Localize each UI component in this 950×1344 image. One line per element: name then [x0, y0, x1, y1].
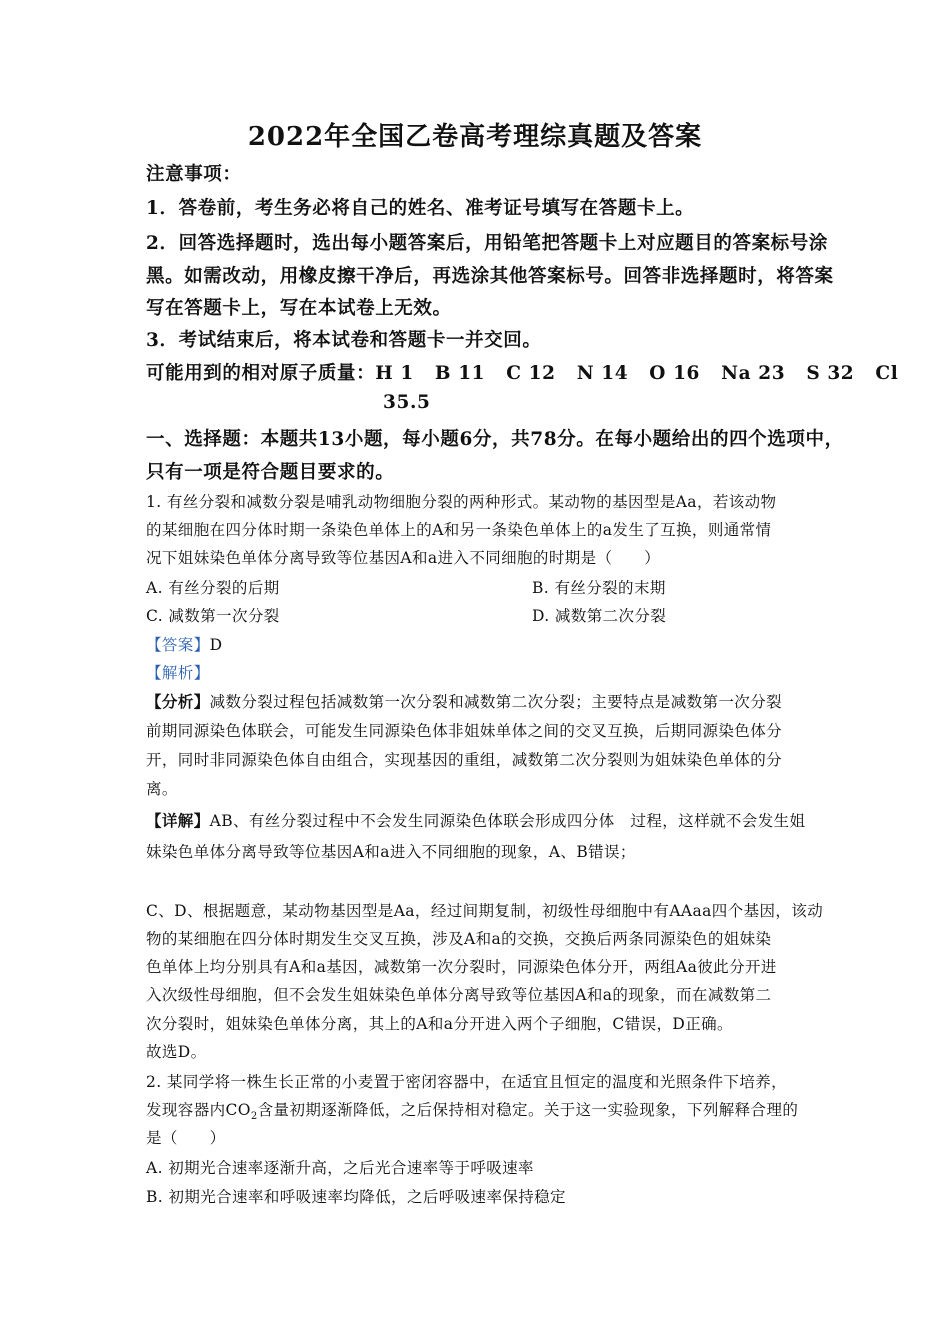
text-line: 开，同时非同源染色体自由组合，实现基因的重组，减数第二次分裂则为姐妹染色单体的分	[146, 751, 783, 769]
question-2-stem: 2. 某同学将一株生长正常的小麦置于密闭容器中，在适宜且恒定的温度和光照条件下培养，	[146, 1073, 788, 1091]
text-line: 入次级性母细胞，但不会发生姐妹染色单体分离导致等位基因A和a的现象，而在减数第二	[146, 986, 772, 1004]
question-1-stem: 况下姐妹染色单体分离导致等位基因A和a进入不同细胞的时期是（ ）	[146, 549, 661, 567]
section-heading: 一、选择题：本题共13小题，每小题6分，共78分。在每小题给出的四个选项中，	[146, 429, 844, 450]
text-line: 次分裂时，姐妹染色单体分离，其上的A和a分开进入两个子细胞，C错误，D正确。	[146, 1015, 733, 1033]
answer-line	[146, 633, 812, 655]
analysis-paragraph	[146, 690, 812, 712]
question-2-stem: 是（ ）	[146, 1129, 226, 1147]
fenxi-tag: 【分析】	[146, 692, 210, 711]
question-1-stem: 的某细胞在四分体时期一条染色单体上的A和另一条染色单体上的a发生了互换，则通常情	[146, 521, 772, 539]
text-line: 减数分裂过程包括减数第一次分裂和减数第二次分裂；主要特点是减数第一次分裂	[209, 693, 783, 711]
text-line: C、D、根据题意，某动物基因型是Aa，经过间期复制，初级性母细胞中有AAaa四个基因，该动	[146, 902, 824, 920]
conclusion-line: 故选D。	[146, 1043, 207, 1061]
option-d: D. 减数第二次分裂	[532, 607, 667, 625]
text-line: 妹染色单体分离导致等位基因A和a进入不同细胞的现象，A、B错误；	[146, 843, 636, 861]
notice-item: 3．考试结束后，将本试卷和答题卡一并交回。	[146, 330, 542, 351]
option-a: A. 初期光合速率逐渐升高，之后光合速率等于呼吸速率	[146, 1159, 534, 1177]
document-title: 2022年全国乙卷高考理综真题及答案	[247, 122, 703, 152]
option-b: B. 初期光合速率和呼吸速率均降低，之后呼吸速率保持稳定	[146, 1188, 566, 1206]
text-line: 离。	[146, 780, 178, 798]
option-c: C. 减数第一次分裂	[146, 607, 280, 625]
subscript: 2	[250, 1111, 258, 1123]
text-line: 物的某细胞在四分体时期发生交叉互换，涉及A和a的交换，交换后两条同源染色的姐妹染	[146, 930, 772, 948]
notice-item: 1．答卷前，考生务必将自己的姓名、准考证号填写在答题卡上。	[146, 198, 695, 219]
analysis-tag: 【解析】	[146, 664, 210, 682]
text-line: 前期同源染色体联会，可能发生同源染色体非姐妹单体之间的交叉互换，后期同源染色体分	[146, 722, 783, 740]
notice-item: 2．回答选择题时，选出每小题答案后，用铅笔把答题卡上对应题目的答案标号涂	[146, 233, 828, 254]
question-1-stem: 1. 有丝分裂和减数分裂是哺乳动物细胞分裂的两种形式。某动物的基因型是Aa，若该动物	[146, 493, 777, 511]
answer-value: D	[209, 636, 223, 654]
detail-paragraph	[146, 809, 812, 831]
atomic-mass-line: 可能用到的相对原子质量：H 1 B 11 C 12 N 14 O 16 Na 23 S 32 Cl	[146, 363, 899, 384]
notice-item: 写在答题卡上，写在本试卷上无效。	[146, 298, 452, 319]
option-a: A. 有丝分裂的后期	[146, 579, 280, 597]
question-2-stem	[146, 1098, 812, 1122]
xiangjie-tag: 【详解】	[146, 811, 210, 830]
text-segment: 含量初期逐渐降低，之后保持相对稳定。关于这一实验现象，下列解释合理的	[257, 1101, 799, 1119]
answer-tag: 【答案】	[146, 636, 210, 654]
atomic-mass-continuation: 35.5	[383, 392, 431, 413]
section-heading: 只有一项是符合题目要求的。	[146, 462, 395, 483]
text-line: 色单体上均分别具有A和a基因，减数第一次分裂时，同源染色体分开，两组Aa彼此分开进	[146, 958, 777, 976]
option-b: B. 有丝分裂的末期	[532, 579, 666, 597]
notice-item: 黑。如需改动，用橡皮擦干净后，再选涂其他答案标号。回答非选择题时，将答案	[146, 266, 834, 287]
notice-heading: 注意事项：	[146, 164, 242, 185]
text-segment: 发现容器内CO	[146, 1101, 251, 1119]
text-line: AB、有丝分裂过程中不会发生同源染色体联会形成四分体 过程，这样就不会发生姐	[209, 812, 806, 830]
